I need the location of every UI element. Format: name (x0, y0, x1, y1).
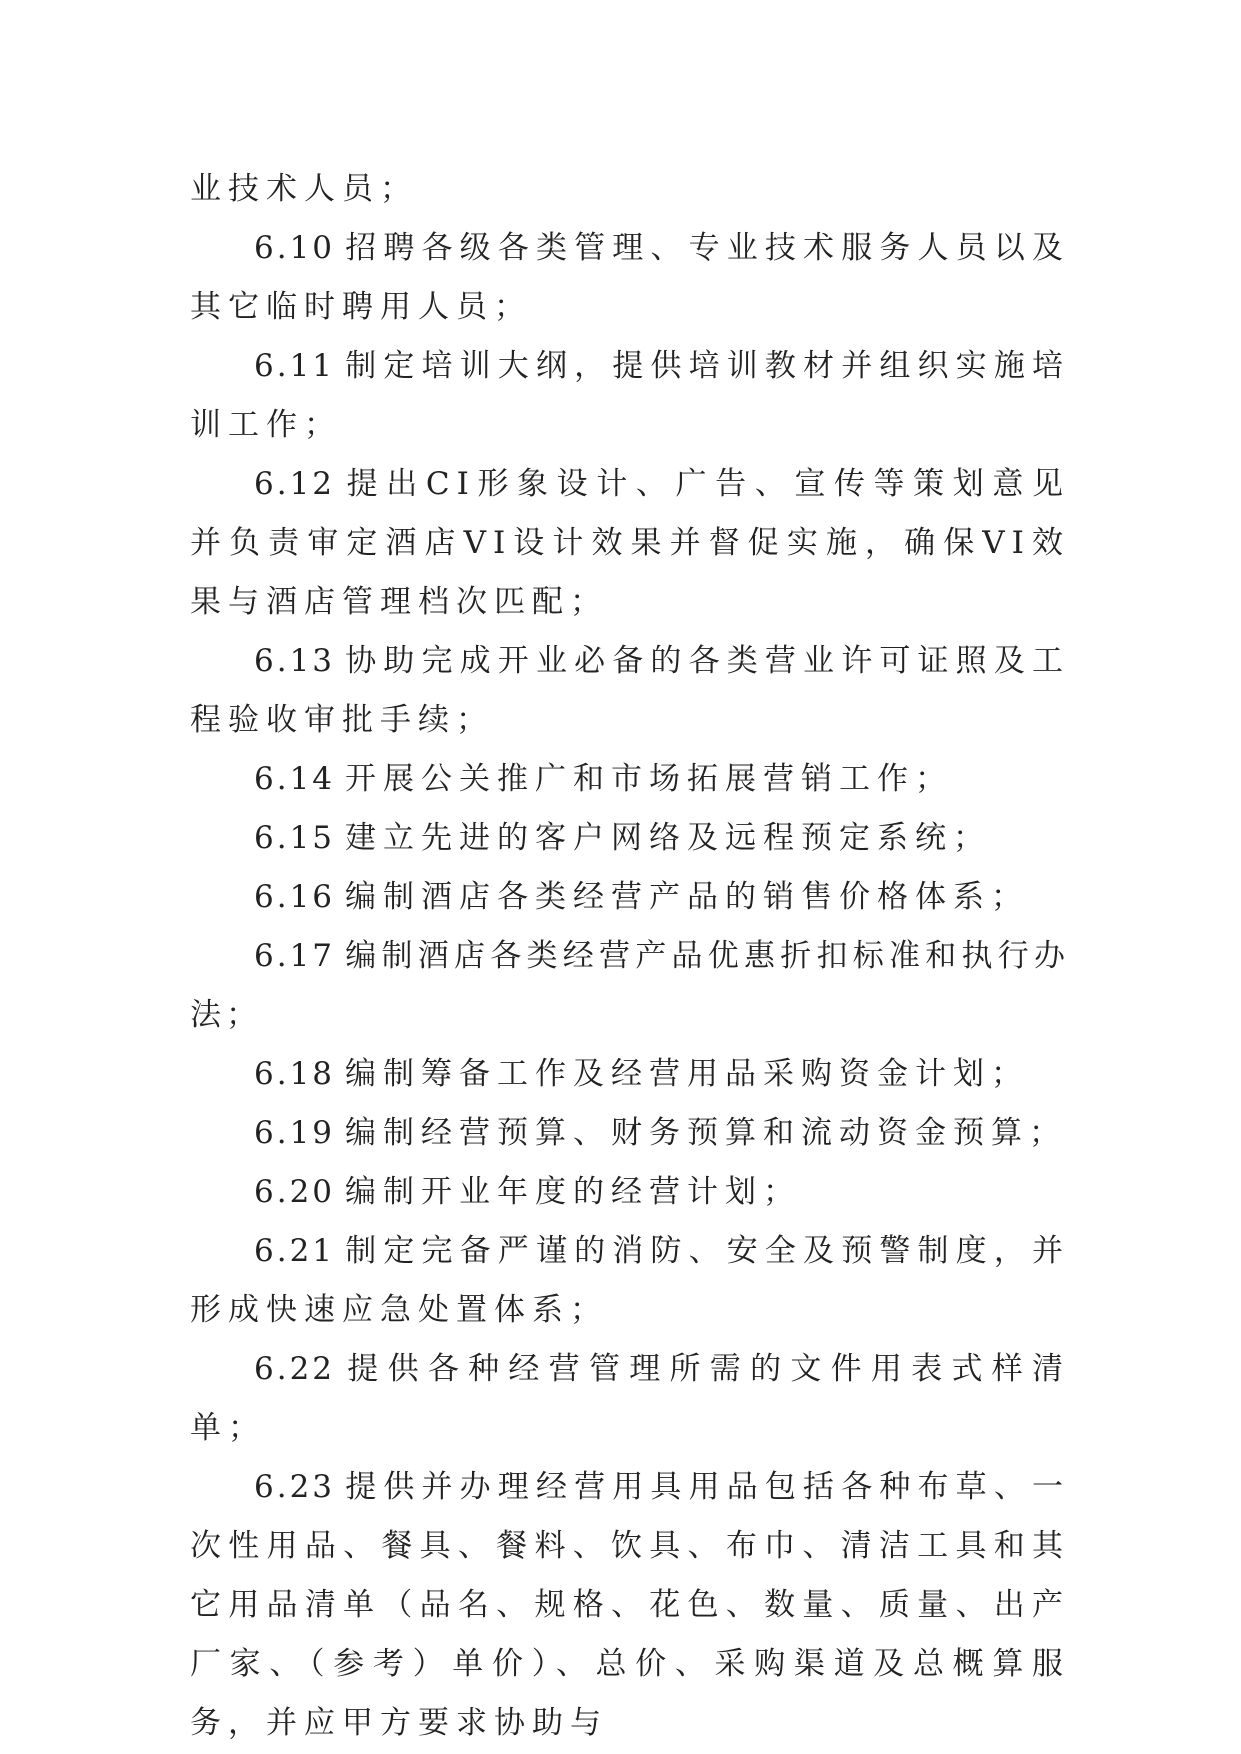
paragraph-6-17 (190, 927, 1070, 1045)
paragraph-text: 提供各种经营管理所需的文件用表式样清单； (190, 1351, 1070, 1446)
paragraph-6-21 (190, 1222, 1070, 1340)
paragraph-number: 6.10 (254, 230, 336, 266)
paragraph-text: 协助完成开业必备的各类营业许可证照及工程验收审批手续； (190, 643, 1070, 738)
paragraph-number: 6.20 (254, 1174, 336, 1210)
paragraph-text: 开展公关推广和市场拓展营销工作； (345, 761, 954, 797)
paragraph-6-14 (190, 750, 1070, 809)
paragraph-text: 编制经营预算、财务预算和流动资金预算； (345, 1115, 1068, 1151)
paragraph-number: 6.16 (254, 879, 336, 915)
paragraph-6-18 (190, 1045, 1070, 1104)
paragraph-6-20 (190, 1163, 1070, 1222)
document-body (190, 160, 1070, 1753)
paragraph-6-10 (190, 219, 1070, 337)
paragraph-text: 制定培训大纲，提供培训教材并组织实施培训工作； (190, 348, 1070, 443)
paragraph-number: 6.18 (254, 1056, 336, 1092)
paragraph-6-15 (190, 809, 1070, 868)
paragraph-text: 编制酒店各类经营产品的销售价格体系； (345, 879, 1030, 915)
paragraph-text: 制定完备严谨的消防、安全及预警制度，并形成快速应急处置体系； (190, 1233, 1070, 1328)
paragraph-text: 业技术人员； (190, 171, 418, 207)
paragraph-text: 提出CI形象设计、广告、宣传等策划意见并负责审定酒店VI设计效果并督促实施，确保VI效果与酒店管理档次匹配； (190, 466, 1070, 620)
paragraph-6-16 (190, 868, 1070, 927)
paragraph-number: 6.14 (254, 761, 336, 797)
paragraph-text: 招聘各级各类管理、专业技术服务人员以及其它临时聘用人员； (190, 230, 1070, 325)
paragraph-number: 6.15 (254, 820, 336, 856)
paragraph-6-13 (190, 632, 1070, 750)
paragraph-6-22 (190, 1340, 1070, 1458)
paragraph-text: 编制筹备工作及经营用品采购资金计划； (345, 1056, 1030, 1092)
paragraph-text: 建立先进的客户网络及远程预定系统； (345, 820, 992, 856)
paragraph-number: 6.21 (254, 1233, 336, 1269)
paragraph-number: 6.22 (254, 1351, 336, 1387)
paragraph-text: 编制开业年度的经营计划； (345, 1174, 802, 1210)
paragraph-6-11 (190, 337, 1070, 455)
paragraph-number: 6.23 (254, 1469, 336, 1505)
paragraph-6-12 (190, 455, 1070, 632)
paragraph-number: 6.12 (254, 466, 336, 502)
paragraph-text: 编制酒店各类经营产品优惠折扣标准和执行办法； (190, 938, 1070, 1033)
paragraph-6-19 (190, 1104, 1070, 1163)
paragraph-number: 6.19 (254, 1115, 336, 1151)
paragraph-6-23 (190, 1458, 1070, 1753)
paragraph-number: 6.13 (254, 643, 336, 679)
paragraph-text: 提供并办理经营用具用品包括各种布草、一次性用品、餐具、餐料、饮具、布巾、清洁工具和其它用品清单（品名、规格、花色、数量、质量、出产厂家、（参考）单价）、总价、采购渠道及总概算服务，并应甲方要求协助与 (190, 1469, 1070, 1741)
paragraph-continuation (190, 160, 1070, 219)
paragraph-number: 6.11 (254, 348, 336, 384)
paragraph-number: 6.17 (254, 938, 336, 974)
